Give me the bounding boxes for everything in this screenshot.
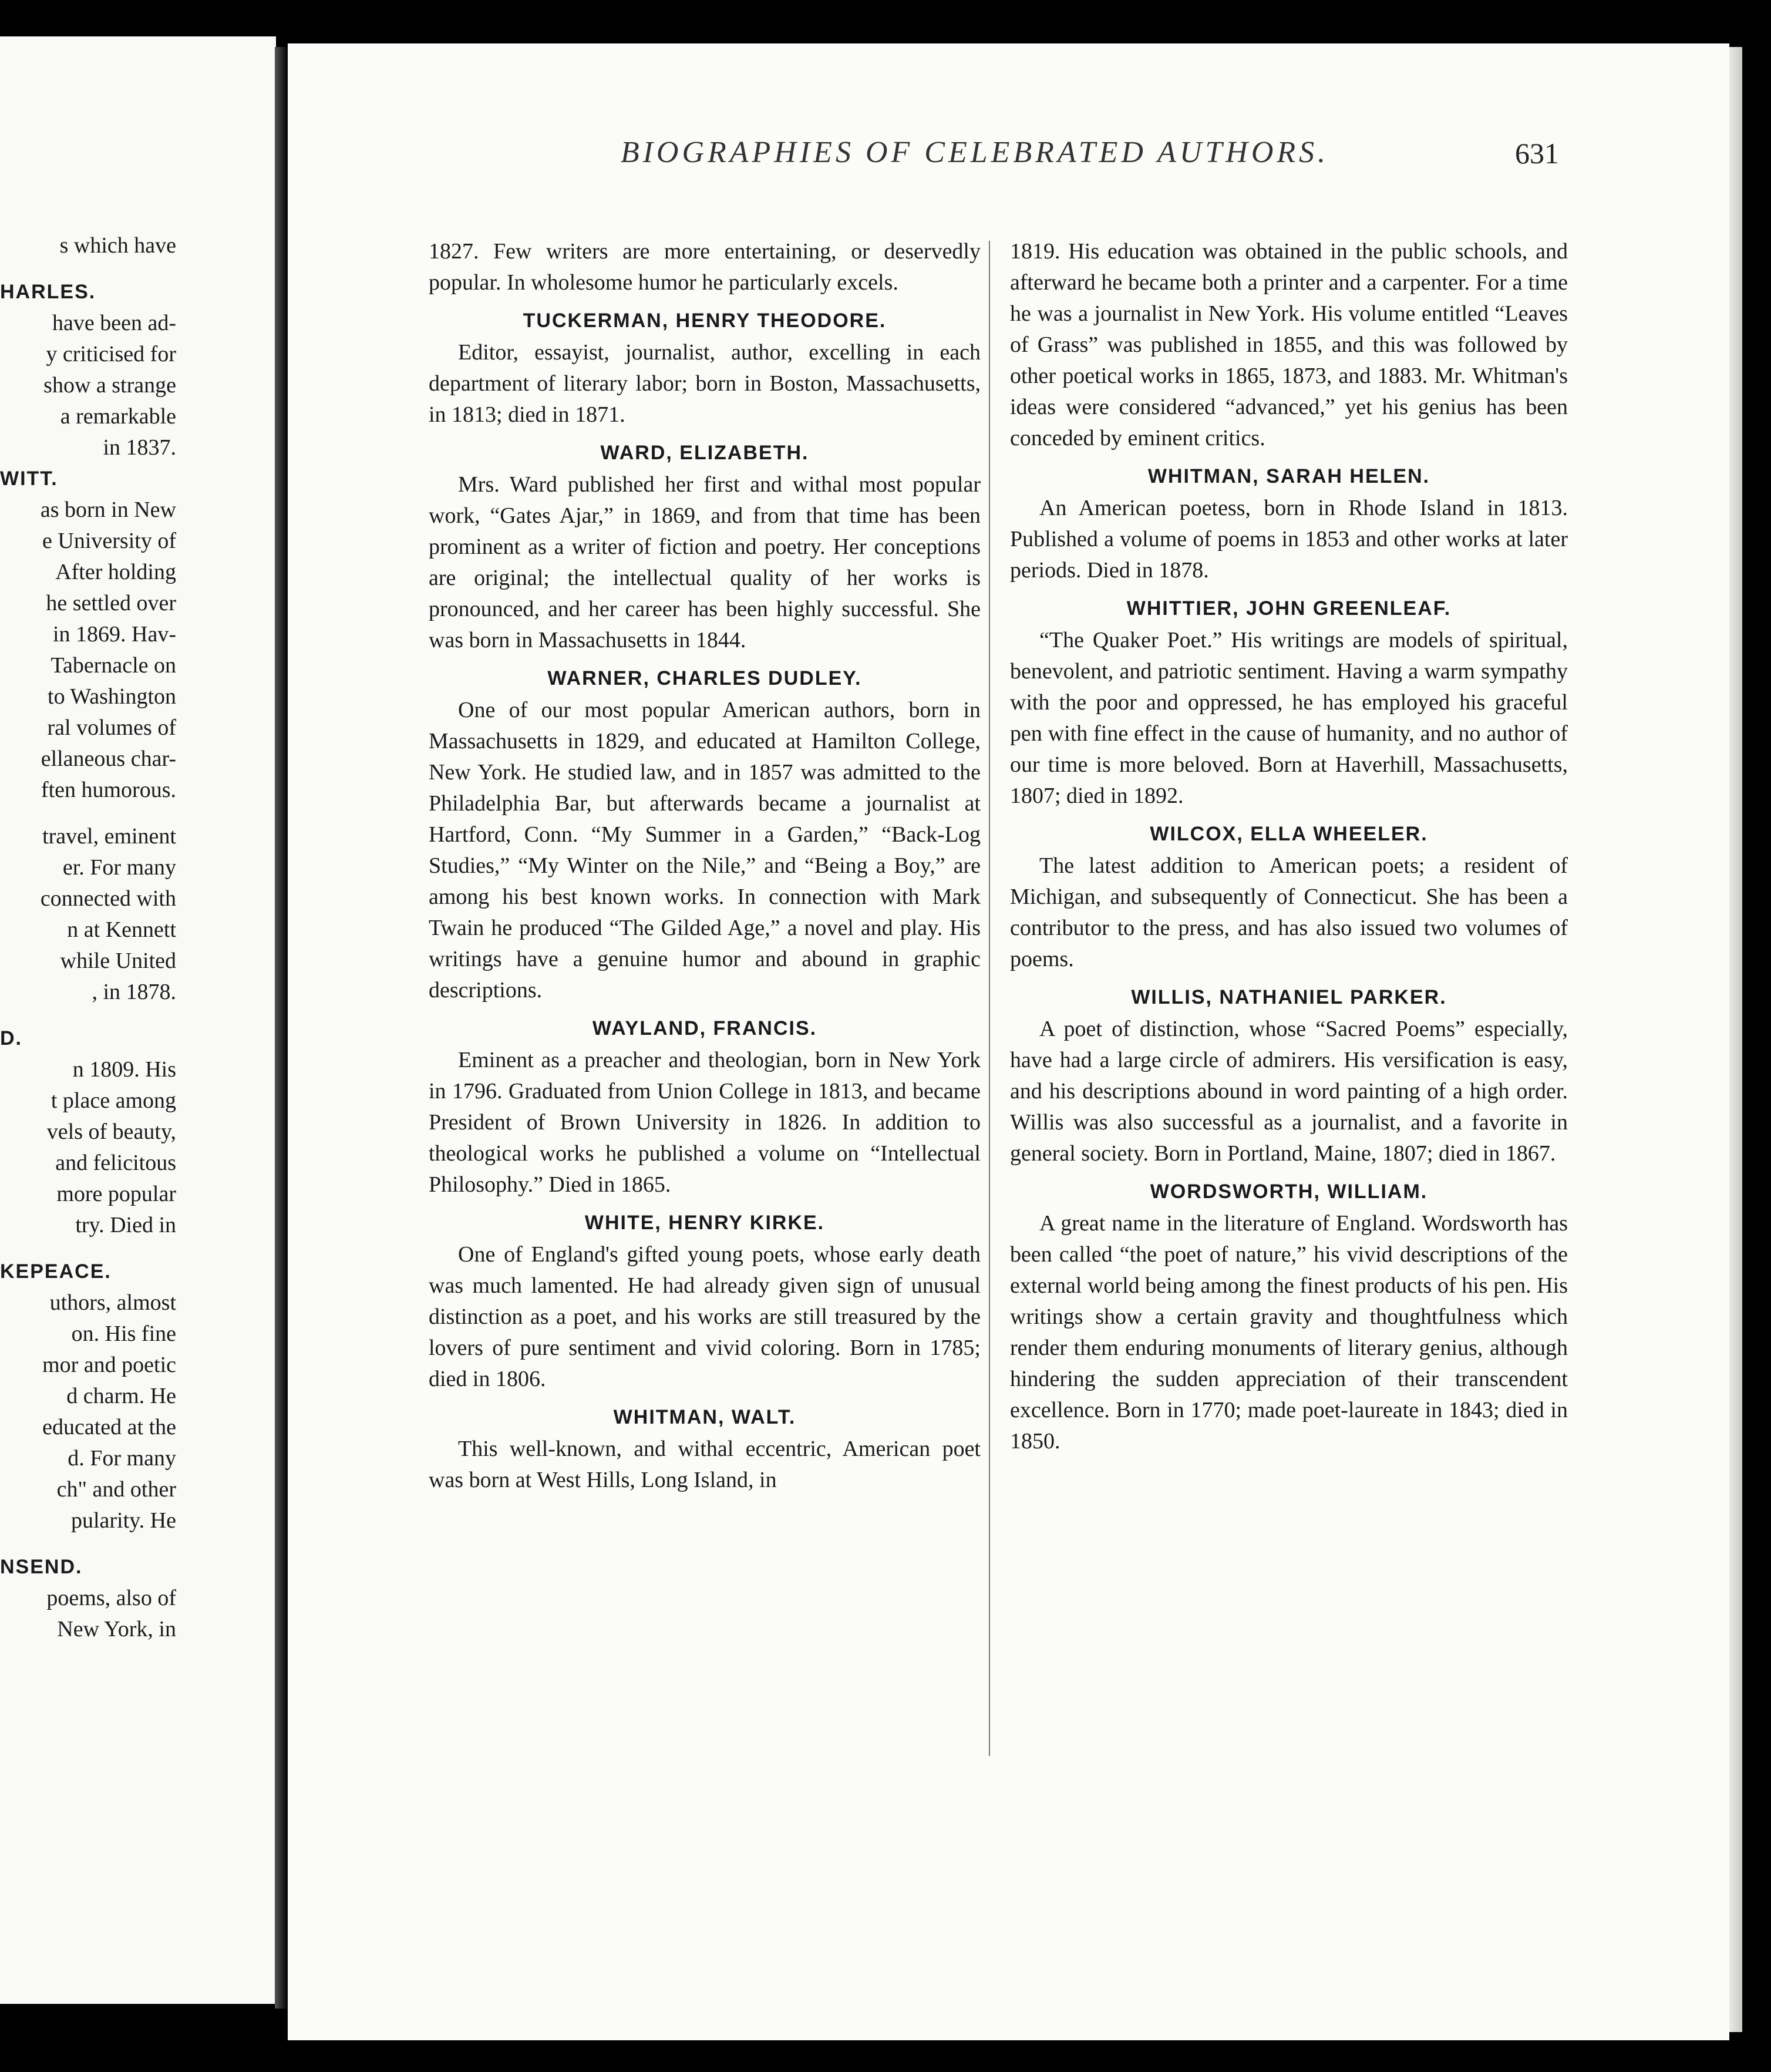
fragment-line: more popular [56,1182,176,1206]
entry-heading: WHITE, HENRY KIRKE. [584,1212,825,1234]
entry-text: Mrs. Ward published her first and withal most popular work, “Gates Ajar,” in 1869, and from that time has been prominent as a writer of fiction and poetry. Her conceptions are original; the intellectual quality of her works is pronounced, and her career has been highly successful. She was born in Massachusetts in 1844. [429,472,981,652]
entry-text: An American poetess, born in Rhode Island in 1813. Published a volume of poems in 1853 and other works at later periods. Died in 1878. [1010,496,1568,583]
text-column-right [1010,236,1568,1457]
fragment-line: ften humorous. [41,778,176,802]
entry-heading: WARD, ELIZABETH. [600,442,809,464]
fragment-heading: NSEND. [0,1556,83,1578]
fragment-line: while United [60,948,176,973]
fragment-line [0,806,176,821]
fragment-line: he settled over [46,591,176,615]
entry-heading: WHITMAN, WALT. [613,1406,796,1428]
entry-text: This well-known, and withal eccentric, American poet was born at West Hills, Long Island, in [429,1437,981,1492]
fragment-line: e University of [42,529,176,553]
fragment-heading: KEPEACE. [0,1260,112,1283]
fragment-line: s which have [59,233,176,258]
fragment-line: uthors, almost [49,1290,176,1315]
fragment-line: Tabernacle on [50,653,176,678]
text-column-left [429,236,981,1496]
entry-heading: WILLIS, NATHANIEL PARKER. [1131,986,1447,1008]
fragment-line: and felicitous [55,1151,176,1175]
entry-heading: WILCOX, ELLA WHEELER. [1150,823,1428,845]
previous-page-text [0,230,176,1645]
fragment-line [0,1241,176,1256]
entry-text: “The Quaker Poet.” His writings are models of spiritual, benevolent, and patriotic sentiment. Having a warm sympathy with the poor and oppressed, he has employed his graceful pen with fine effect in the cause of humanity, and no author of our time is more beloved. Born at Haverhill, Massachusetts, 1807; died in 1892. [1010,628,1568,808]
fragment-line: vels of beauty, [46,1119,176,1144]
fragment-line: y criticised for [46,342,176,366]
entry-heading: WORDSWORTH, WILLIAM. [1150,1180,1428,1203]
fragment-heading: D. [0,1027,22,1050]
fragment-line: to Washington [48,684,176,709]
fragment-line: a remarkable [60,404,176,429]
fragment-line: try. Died in [75,1213,176,1237]
page-gutter [275,47,288,2009]
entry-text: One of England's gifted young poets, whose early death was much lamented. He had already given sign of unusual distinction as a poet, and his works are still treasured by the lovers of pure sentiment and vivid coloring. Born in 1785; died in 1806. [429,1242,981,1391]
fragment-line: n at Kennett [67,917,176,942]
fragment-line: ch" and other [56,1477,176,1502]
entry-heading: WHITMAN, SARAH HELEN. [1147,465,1430,487]
page-number: 631 [1515,137,1559,170]
entry-heading: TUCKERMAN, HENRY THEODORE. [523,310,887,332]
fragment-line: er. For many [62,855,176,880]
entry-heading: WARNER, CHARLES DUDLEY. [547,667,862,689]
fragment-heading: HARLES. [0,281,96,303]
fragment-line: mor and poetic [42,1353,176,1377]
fragment-line: d charm. He [66,1384,176,1408]
entry-heading: WAYLAND, FRANCIS. [592,1017,817,1040]
fragment-line [0,1008,176,1023]
fragment-line: t place among [50,1088,176,1113]
entry-text: Eminent as a preacher and theologian, born in New York in 1796. Graduated from Union College in 1813, and became President of Brown University in 1826. In addition to theological works he published a volume on “Intellectual Philosophy.” Died in 1865. [429,1048,981,1197]
fragment-line: travel, eminent [42,824,176,849]
fragment-line: pularity. He [70,1508,176,1533]
fragment-line [0,261,176,277]
fragment-line: After holding [55,560,176,584]
fragment-line: ellaneous char- [41,746,176,771]
continued-entry-text: 1827. Few writers are more entertaining, or deservedly popular. In wholesome humor he particularly excels. [429,239,981,295]
entry-text: Editor, essayist, journalist, author, excelling in each department of literary labor; born in Boston, Massachusetts, in 1813; died in 1871. [429,340,981,427]
entry-text: The latest addition to American poets; a resident of Michigan, and subsequently of Connecticut. She has been a contributor to the press, and has also issued two volumes of poems. [1010,853,1568,971]
entry-heading: WHITTIER, JOHN GREENLEAF. [1126,597,1452,620]
fragment-line [0,1536,176,1552]
fragment-line: n 1809. His [72,1057,176,1082]
entry-text: One of our most popular American authors, born in Massachusetts in 1829, and educated at Hamilton College, New York. He studied law, and in 1857 was admitted to the Philadelphia Bar, but afterwards became a journalist at Hartford, Conn. “My Summer in a Garden,” “Back-Log Studies,” “My Winter on the Nile,” and “Being a Boy,” are among his best known works. In connection with Mark Twain he produced “The Gilded Age,” a novel and play. His writings have a genuine humor and abound in graphic descriptions. [429,698,981,1003]
fragment-line: in 1869. Hav- [52,622,176,647]
fragment-line: in 1837. [103,435,176,460]
page-edge [1729,47,1742,2032]
fragment-line: as born in New [40,497,176,522]
previous-page-fragment [0,36,276,2004]
entry-text: A great name in the literature of England. Wordsworth has been called “the poet of nature,” his vivid descriptions of the external world being among the finest products of his pen. His writings show a certain gravity and thoughtfulness which render them enduring monuments of literary genius, although hindering the sudden appreciation of their transcendent excellence. Born in 1770; made poet-laureate in 1843; died in 1850. [1010,1211,1568,1454]
fragment-line: connected with [40,886,176,911]
fragment-line: have been ad- [52,311,176,335]
entry-text: A poet of distinction, whose “Sacred Poems” especially, have had a large circle of admirers. His versification is easy, and his descriptions abound in word painting of a high order. Willis was also successful as a journalist, and a favorite in general society. Born in Portland, Maine, 1807; died in 1867. [1010,1017,1568,1166]
fragment-line: New York, in [57,1617,176,1642]
fragment-heading: WITT. [0,467,58,490]
running-head: BIOGRAPHIES OF CELEBRATED AUTHORS. [620,136,1329,169]
fragment-line: show a strange [43,373,176,398]
fragment-line: d. For many [68,1446,176,1471]
continued-entry-text: 1819. His education was obtained in the public schools, and afterward he became both a printer and a carpenter. For a time he was a journalist in New York. His volume entitled “Leaves of Grass” was published in 1855, and this was followed by other poetical works in 1865, 1873, and 1883. Mr. Whitman's ideas were considered “advanced,” yet his genius has been conceded by eminent critics. [1010,239,1568,450]
fragment-line: poems, also of [46,1586,176,1610]
column-divider [989,241,990,1756]
fragment-line: , in 1878. [92,980,176,1004]
fragment-line: educated at the [42,1415,176,1439]
fragment-line: ral volumes of [47,715,176,740]
fragment-line: on. His fine [71,1321,176,1346]
